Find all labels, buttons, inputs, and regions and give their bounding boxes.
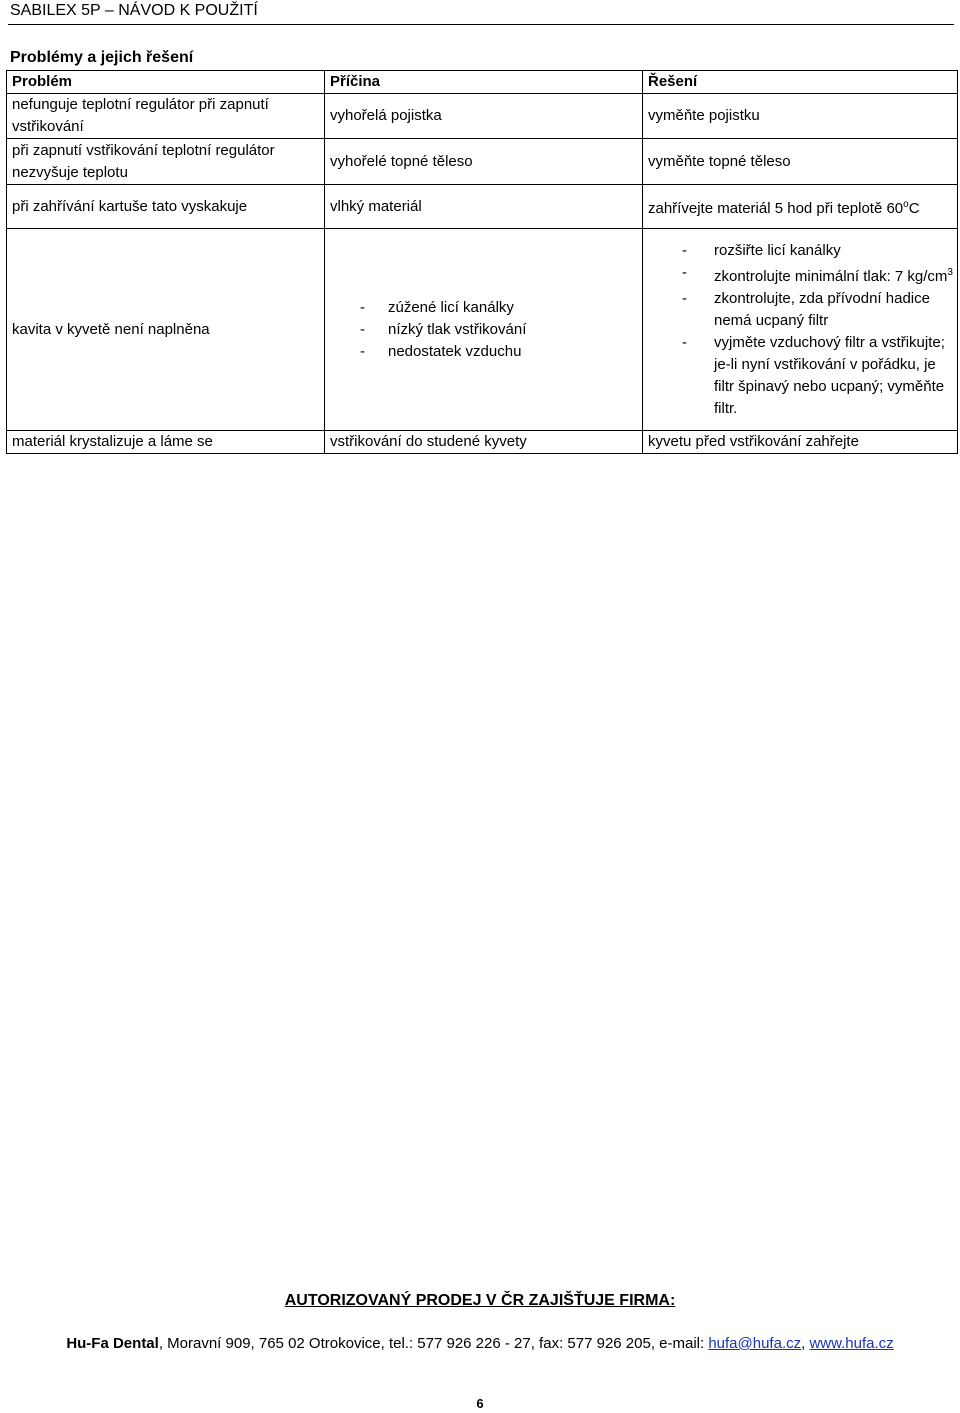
column-header-problem: Problém [7,71,325,94]
solution-cell [643,229,958,431]
table-row [7,431,958,454]
cubic-superscript: 3 [947,266,953,278]
solution-list [648,240,955,420]
table-row [7,229,958,431]
table-row [7,139,958,185]
company-address: , Moravní 909, 765 02 Otrokovice, tel.: 577 926 226 - 27, fax: 577 926 205, e-mail: [158,1335,709,1352]
problem-cell: při zahřívání kartuše tato vyskakuje [7,185,325,229]
list-item: - nedostatek vzduchu [330,341,637,363]
column-header-solution: Řešení [643,71,958,94]
website-link[interactable]: www.hufa.cz [809,1335,894,1352]
temperature-unit: C [908,199,920,217]
problem-cell: nefunguje teplotní regulátor při zapnutí vstřikování [7,94,325,139]
degree-superscript: o [903,198,909,210]
list-item: - zúžené licí kanálky [330,297,637,319]
table-row [7,94,958,139]
problem-cell: materiál krystalizuje a láme se [7,431,325,454]
column-header-cause: Příčina [325,71,643,94]
authorized-sales-heading: AUTORIZOVANÝ PRODEJ V ČR ZAJIŠŤUJE FIRMA: [284,1292,676,1309]
table-row [7,185,958,229]
page-number: 6 [476,1396,484,1411]
list-item [648,262,955,288]
list-item: - nízký tlak vstřikování [330,319,637,341]
cause-cell: vlhký materiál [325,185,643,229]
cause-cell: vyhořelé topné těleso [325,139,643,185]
troubleshooting-table [6,70,958,454]
solution-cell [643,185,958,229]
separator: , [801,1335,810,1352]
solution-cell: vyměňte topné těleso [643,139,958,185]
problem-cell: kavita v kyvetě není naplněna [7,229,325,431]
list-item: - zkontrolujte, zda přívodní hadice nemá ucpaný filtr [648,288,955,332]
document-header-title: SABILEX 5P – NÁVOD K POUŽITÍ [10,2,258,19]
cause-cell: vstřikování do studené kyvety [325,431,643,454]
cause-cell: vyhořelá pojistka [325,94,643,139]
section-title: Problémy a jejich řešení [10,49,194,66]
solution-cell: vyměňte pojistku [643,94,958,139]
company-name: Hu-Fa Dental [66,1335,159,1352]
solution-cell: kyvetu před vstřikování zahřejte [643,431,958,454]
cause-list [330,297,637,363]
contact-line [0,1333,960,1355]
list-item: - rozšiřte licí kanálky [648,240,955,262]
email-link[interactable]: hufa@hufa.cz [708,1335,802,1352]
problem-cell: při zapnutí vstřikování teplotní regulátor nezvyšuje teplotu [7,139,325,185]
header-divider [8,24,954,25]
list-item: - vyjměte vzduchový filtr a vstřikujte; je-li nyní vstřikování v pořádku, je filtr špinavý nebo ucpaný; vyměňte filtr. [648,332,955,420]
pressure-text: zkontrolujte minimální tlak: 7 kg/cm [714,267,948,285]
solution-text: zahřívejte materiál 5 hod při teplotě 60 [648,199,904,217]
cause-cell [325,229,643,431]
table-header-row [7,71,958,94]
